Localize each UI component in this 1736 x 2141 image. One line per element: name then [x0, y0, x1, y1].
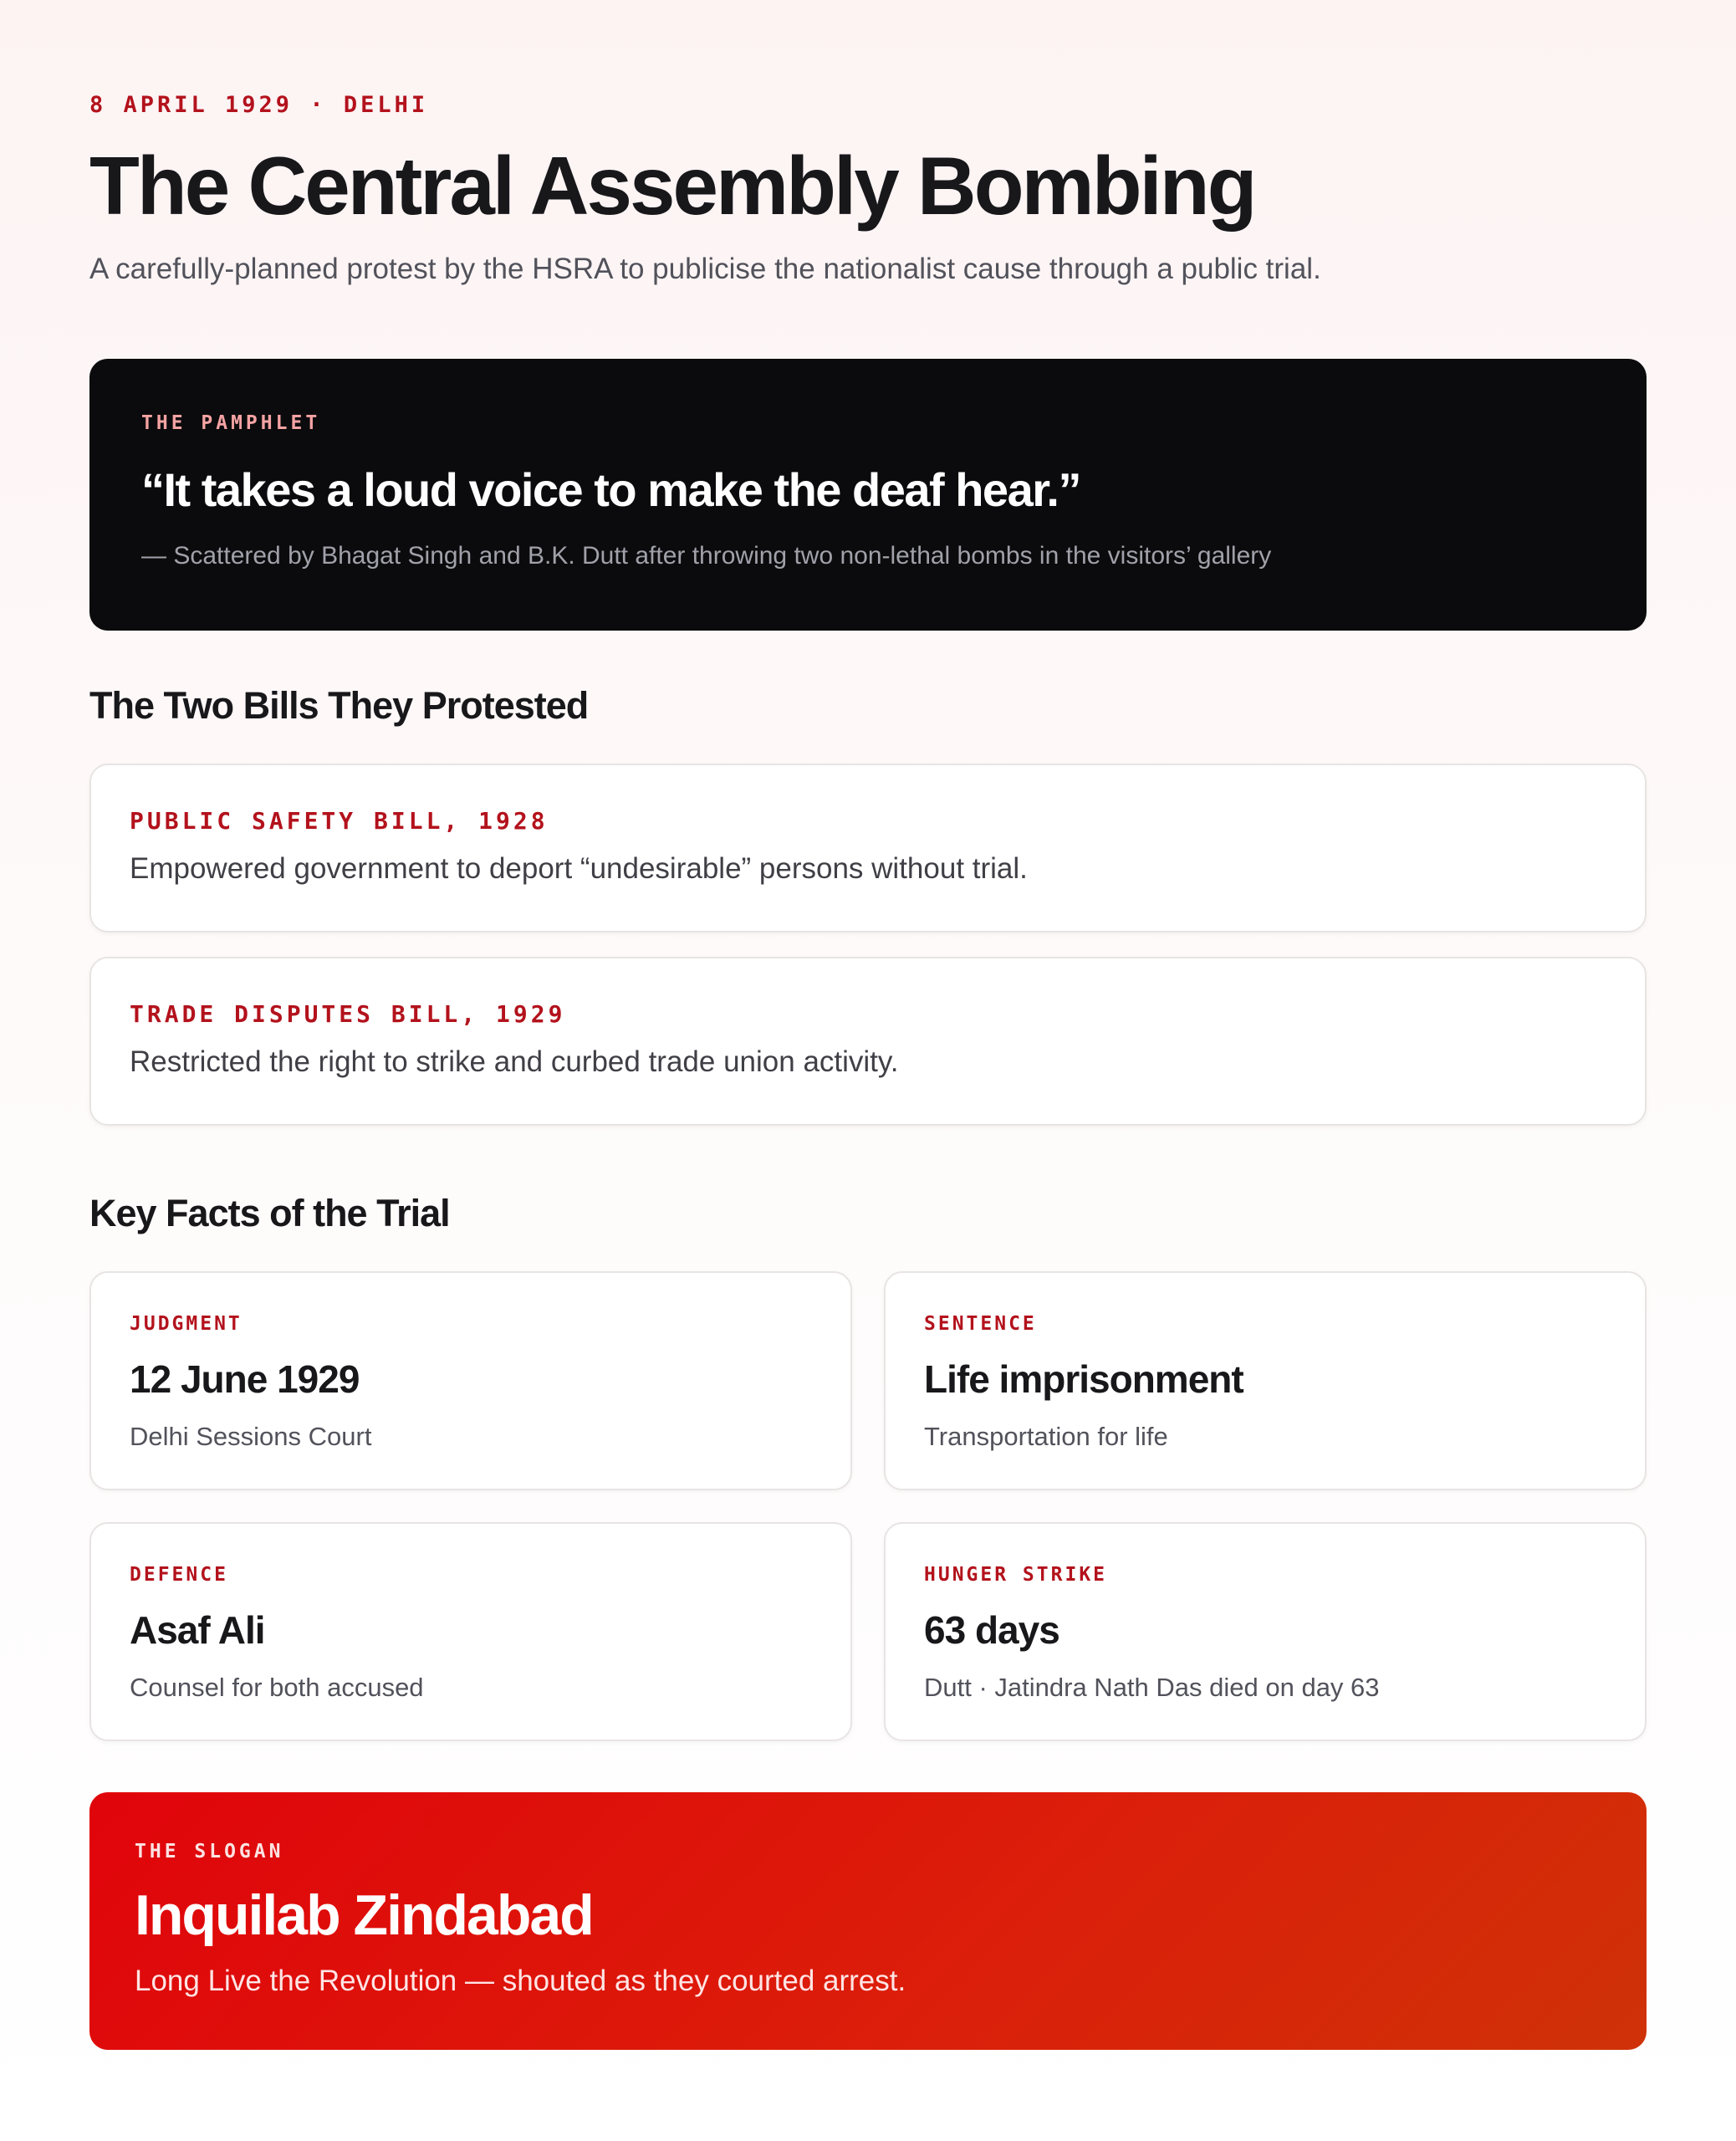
bill-card	[89, 764, 1647, 933]
pamphlet-attribution: — Scattered by Bhagat Singh and B.K. Dutt after throwing two non-lethal bombs in the visitors’ gallery	[141, 542, 1272, 570]
fact-value: Life imprisonment	[924, 1357, 1243, 1401]
fact-value: 63 days	[924, 1608, 1059, 1652]
fact-card-defence	[89, 1522, 852, 1741]
fact-label: HUNGER STRIKE	[924, 1564, 1108, 1586]
slogan-banner	[89, 1792, 1647, 2050]
fact-card-hunger-strike	[884, 1522, 1647, 1741]
fact-value: 12 June 1929	[130, 1357, 360, 1401]
pamphlet-quote: “It takes a loud voice to make the deaf hear.”	[141, 463, 1080, 516]
page-subtitle: A carefully-planned protest by the HSRA to publicise the nationalist cause through a public trial.	[89, 253, 1321, 285]
fact-note: Dutt · Jatindra Nath Das died on day 63	[924, 1673, 1380, 1702]
slogan-text: Inquilab Zindabad	[135, 1883, 593, 1947]
fact-value: Asaf Ali	[130, 1608, 265, 1652]
fact-card-judgment	[89, 1271, 852, 1490]
facts-heading: Key Facts of the Trial	[89, 1192, 450, 1234]
pamphlet-card	[89, 359, 1647, 631]
fact-label: JUDGMENT	[130, 1313, 243, 1335]
bill-name: PUBLIC SAFETY BILL, 1928	[130, 807, 549, 835]
fact-note: Delhi Sessions Court	[130, 1422, 372, 1451]
fact-label: DEFENCE	[130, 1564, 228, 1586]
fact-card-sentence	[884, 1271, 1647, 1490]
bill-description: Restricted the right to strike and curbed trade union activity.	[130, 1045, 899, 1078]
fact-label: SENTENCE	[924, 1313, 1037, 1335]
bills-heading: The Two Bills They Protested	[89, 684, 589, 727]
slogan-eyebrow: THE SLOGAN	[135, 1841, 284, 1863]
bill-description: Empowered government to deport “undesirable” persons without trial.	[130, 852, 1028, 885]
pamphlet-eyebrow: THE PAMPHLET	[141, 412, 321, 434]
bill-card	[89, 957, 1647, 1126]
page-title: The Central Assembly Bombing	[89, 140, 1255, 232]
fact-note: Counsel for both accused	[130, 1673, 424, 1702]
fact-note: Transportation for life	[924, 1422, 1168, 1451]
dateline: 8 APRIL 1929 · DELHI	[89, 92, 429, 118]
slogan-note: Long Live the Revolution — shouted as they courted arrest.	[135, 1965, 906, 1997]
bill-name: TRADE DISPUTES BILL, 1929	[130, 1000, 566, 1028]
